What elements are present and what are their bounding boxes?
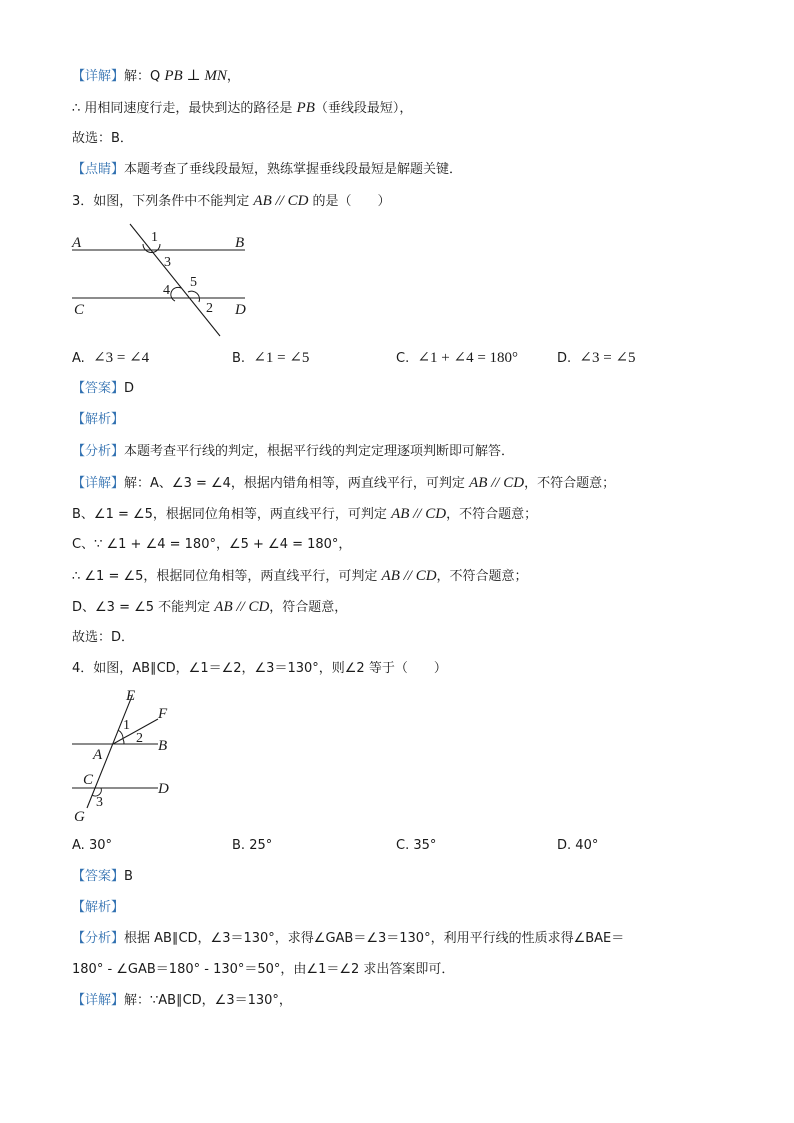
q3-detail-2: [72, 504, 537, 525]
q3-stem: [72, 191, 391, 212]
detail-text: D、∠3 = ∠5 不能判定: [72, 600, 215, 615]
point-c: C: [74, 302, 85, 318]
option-letter: B.: [232, 351, 246, 366]
detail-text-end: ，不符合题意；: [436, 569, 528, 584]
choose-line: 故选：B．: [72, 131, 133, 146]
detail-text: 解：∵AB∥CD，∠3＝130°，: [124, 993, 292, 1008]
path-reason-post: （垂线段最短），: [314, 101, 413, 116]
option-letter: D.: [557, 351, 572, 366]
point-a: A: [93, 747, 103, 763]
analysis-label-tag: 【分析】: [72, 444, 125, 459]
point-b: B: [235, 235, 245, 251]
q3-detail-3: C、∵ ∠1 + ∠4 = 180°，∠5 + ∠4 = 180°，: [72, 537, 352, 552]
q3-option-d[interactable]: [557, 348, 636, 369]
point-e: E: [126, 688, 136, 704]
angle-label-5: 5: [190, 275, 197, 290]
option-text: ∠1 + ∠4 = 180°: [417, 350, 519, 366]
q3-detail-4: [72, 566, 528, 587]
angle-label-3: 3: [96, 795, 103, 810]
q3-answer: [72, 379, 134, 399]
detail-math: AB // CD: [391, 506, 447, 522]
answer-value: D: [124, 381, 135, 396]
detail-line-1: [72, 66, 240, 87]
detail-tag: 【详解】: [72, 476, 125, 491]
option-text: 30°: [88, 838, 112, 853]
q4-option-a[interactable]: [72, 836, 112, 856]
option-letter: A.: [72, 351, 85, 366]
q3-figure: [60, 218, 260, 343]
detail-text-end: ，符合题意，: [269, 600, 348, 615]
q3-option-b[interactable]: [232, 348, 309, 369]
q4-option-c[interactable]: [396, 836, 436, 856]
q3-option-c[interactable]: [396, 348, 518, 369]
analysis-text: 本题考查平行线的判定，根据平行线的判定定理逐项判断即可解答．: [124, 444, 515, 459]
q4-option-d[interactable]: [557, 836, 598, 856]
detail-text-end: ，不符合题意；: [446, 507, 538, 522]
detail-math: AB // CD: [381, 568, 437, 584]
angle-label-2: 2: [136, 731, 143, 746]
detail-text-end: ，不符合题意；: [524, 476, 616, 491]
option-text: ∠3 = ∠5: [579, 350, 636, 366]
q3-stem-math: AB // CD: [253, 193, 309, 209]
q4-answer: [72, 867, 133, 887]
detail-line-2: [72, 98, 412, 119]
q3-detail-5: [72, 597, 347, 618]
detail-math: AB // CD: [469, 475, 525, 491]
tip-line: [72, 160, 462, 180]
point-b: B: [158, 738, 168, 754]
q3-stem-post: 的是（ ）: [308, 194, 391, 209]
detail-text: ∴ ∠1 = ∠5，根据同位角相等，两直线平行，可判定: [72, 569, 382, 584]
option-letter: A.: [72, 838, 85, 853]
q4-analysis-2: 180° - ∠GAB＝180° - 130°＝50°，由∠1＝∠2 求出答案即可．: [72, 962, 455, 977]
tip-text: 本题考查了垂线段最短，熟练掌握垂线段最短是解题关键．: [124, 162, 463, 177]
detail-math: AB // CD: [214, 599, 270, 615]
angle-arc-4: [171, 287, 181, 301]
punct: ，: [226, 69, 240, 84]
q3-option-a[interactable]: [72, 348, 149, 369]
option-text: ∠3 = ∠4: [93, 350, 150, 366]
path-reason-pre: ∴ 用相同速度行走，最快到达的路径是: [72, 101, 297, 116]
q3-stem-pre: 3．如图，下列条件中不能判定: [72, 194, 254, 209]
point-d: D: [158, 781, 169, 797]
q3-choose: 故选：D．: [72, 630, 135, 645]
option-text: 40°: [575, 838, 599, 853]
option-letter: C.: [396, 351, 410, 366]
option-text: 35°: [413, 838, 437, 853]
angle-label-1: 1: [123, 718, 130, 733]
angle-label-4: 4: [163, 283, 170, 298]
point-c: C: [83, 772, 94, 788]
point-g: G: [74, 809, 85, 825]
solve-prefix: 解：Q: [124, 69, 165, 84]
angle-label-2: 2: [206, 301, 213, 316]
analysis-text: 根据 AB∥CD，∠3＝130°，求得∠GAB＝∠3＝130°，利用平行线的性质求得∠BAE＝: [124, 931, 625, 946]
answer-value: B: [124, 869, 133, 884]
detail-tag: 【详解】: [72, 993, 125, 1008]
point-f: F: [158, 706, 168, 722]
detail-text: 解：A、∠3 = ∠4，根据内错角相等，两直线平行，可判定: [124, 476, 470, 491]
option-letter: B.: [232, 838, 246, 853]
analysis-label-tag: 【分析】: [72, 931, 125, 946]
point-a: A: [72, 235, 82, 251]
tip-tag: 【点睛】: [72, 162, 125, 177]
answer-tag: 【答案】: [72, 381, 125, 396]
option-text: 25°: [249, 838, 273, 853]
angle-label-3: 3: [164, 255, 171, 270]
path-segment: PB: [296, 100, 315, 116]
option-text: ∠1 = ∠5: [253, 350, 310, 366]
detail-text: B、∠1 = ∠5，根据同位角相等，两直线平行，可判定: [72, 507, 392, 522]
q4-figure: [60, 682, 190, 827]
option-letter: C.: [396, 838, 410, 853]
q3-analysis-tag: 【解析】: [72, 412, 125, 427]
q4-option-b[interactable]: [232, 836, 272, 856]
angle-arc-5: [188, 291, 200, 302]
option-letter: D.: [557, 838, 572, 853]
perpendicular-condition: PB ⊥ MN: [164, 68, 227, 84]
q4-analysis-tag: 【解析】: [72, 900, 125, 915]
q4-stem: 4．如图，AB∥CD，∠1＝∠2，∠3＝130°，则∠2 等于（ ）: [72, 661, 447, 676]
angle-label-1: 1: [151, 230, 158, 245]
q3-detail-1: [72, 473, 615, 494]
transversal: [130, 224, 220, 336]
q4-analysis-1: [72, 929, 624, 949]
detail-tag: 【详解】: [72, 69, 125, 84]
answer-tag: 【答案】: [72, 869, 125, 884]
q4-detail: [72, 991, 292, 1011]
angle-arc-2: [123, 739, 124, 744]
point-d: D: [235, 302, 246, 318]
q3-analysis: [72, 442, 514, 462]
